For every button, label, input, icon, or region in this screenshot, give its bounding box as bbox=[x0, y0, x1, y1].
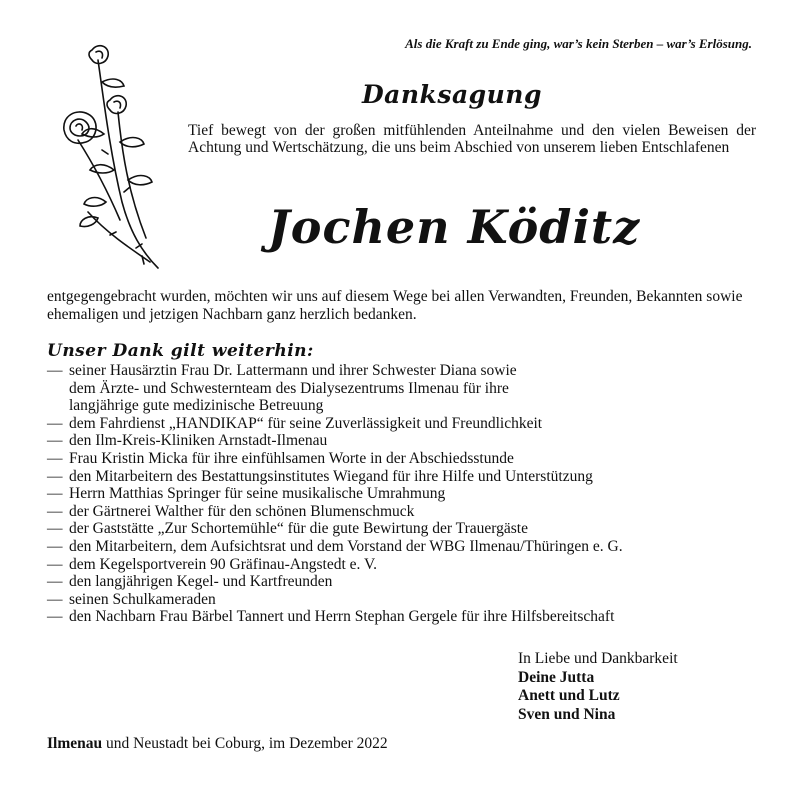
intro-text: Tief bewegt von der großen mitfühlenden Anteilnahme und den vielen Beweisen der Achtung und Wertschätzung, die uns beim Abschied von unserem lieben Entschlafenen bbox=[188, 122, 756, 156]
list-item: — seinen Schulkameraden bbox=[47, 591, 747, 609]
list-item: — den Nachbarn Frau Bärbel Tannert und Herrn Stephan Gergele für ihre Hilfsbereitschaft bbox=[47, 608, 747, 626]
list-item: — dem Kegelsportverein 90 Gräfinau-Angstedt e. V. bbox=[47, 556, 747, 574]
list-item: — den Ilm-Kreis-Kliniken Arnstadt-Ilmenau bbox=[47, 432, 747, 450]
list-item: — der Gaststätte „Zur Schortemühle“ für die gute Bewirtung der Trauergäste bbox=[47, 520, 747, 538]
list-item: — Frau Kristin Micka für ihre einfühlsamen Worte in der Abschiedsstunde bbox=[47, 450, 747, 468]
signature-line: Sven und Nina bbox=[518, 705, 616, 723]
list-item: — dem Fahrdienst „HANDIKAP“ für seine Zuverlässigkeit und Freundlichkeit bbox=[47, 415, 747, 433]
place-town: Ilmenau bbox=[47, 735, 103, 752]
list-item: — seiner Hausärztin Frau Dr. Lattermann und ihrer Schwester Diana sowie dem Ärzte- und Schwesternteam des Dialysezentrums Ilmenau für ihre langjährige gute medizinische Betreuung bbox=[47, 362, 747, 415]
motto: Als die Kraft zu Ende ging, war’s kein Sterben – war’s Erlösung. bbox=[405, 36, 752, 51]
deceased-name: Jochen Köditz bbox=[268, 200, 641, 254]
heading-danksagung: Danksagung bbox=[362, 80, 542, 109]
signature-line: Anett und Lutz bbox=[518, 687, 620, 704]
list-item: — den langjährigen Kegel- und Kartfreunden bbox=[47, 573, 747, 591]
place-rest: und Neustadt bei Coburg, im Dezember 2022 bbox=[102, 735, 388, 752]
closing-block bbox=[518, 650, 678, 724]
thanks-heading: Unser Dank gilt weiterhin: bbox=[47, 341, 314, 361]
rose-icon bbox=[58, 42, 178, 272]
thanks-list bbox=[47, 362, 747, 626]
signature-line: Deine Jutta bbox=[518, 668, 595, 686]
list-item: — der Gärtnerei Walther für den schönen Blumenschmuck bbox=[47, 503, 747, 521]
closing-phrase: In Liebe und Dankbarkeit bbox=[518, 650, 678, 667]
list-item: — den Mitarbeitern, dem Aufsichtsrat und dem Vorstand der WBG Ilmenau/Thüringen e. G. bbox=[47, 538, 747, 556]
continuation-text: entgegengebracht wurden, möchten wir uns auf diesem Wege bei allen Verwandten, Freunden, Bekannten sowie ehemaligen und jetzigen Nachbarn ganz herzlich bedanken. bbox=[47, 288, 743, 323]
list-item: — den Mitarbeitern des Bestattungsinstitutes Wiegand für ihre Hilfe und Unterstützung bbox=[47, 468, 747, 486]
place-date bbox=[47, 735, 388, 753]
list-item: — Herrn Matthias Springer für seine musikalische Umrahmung bbox=[47, 485, 747, 503]
